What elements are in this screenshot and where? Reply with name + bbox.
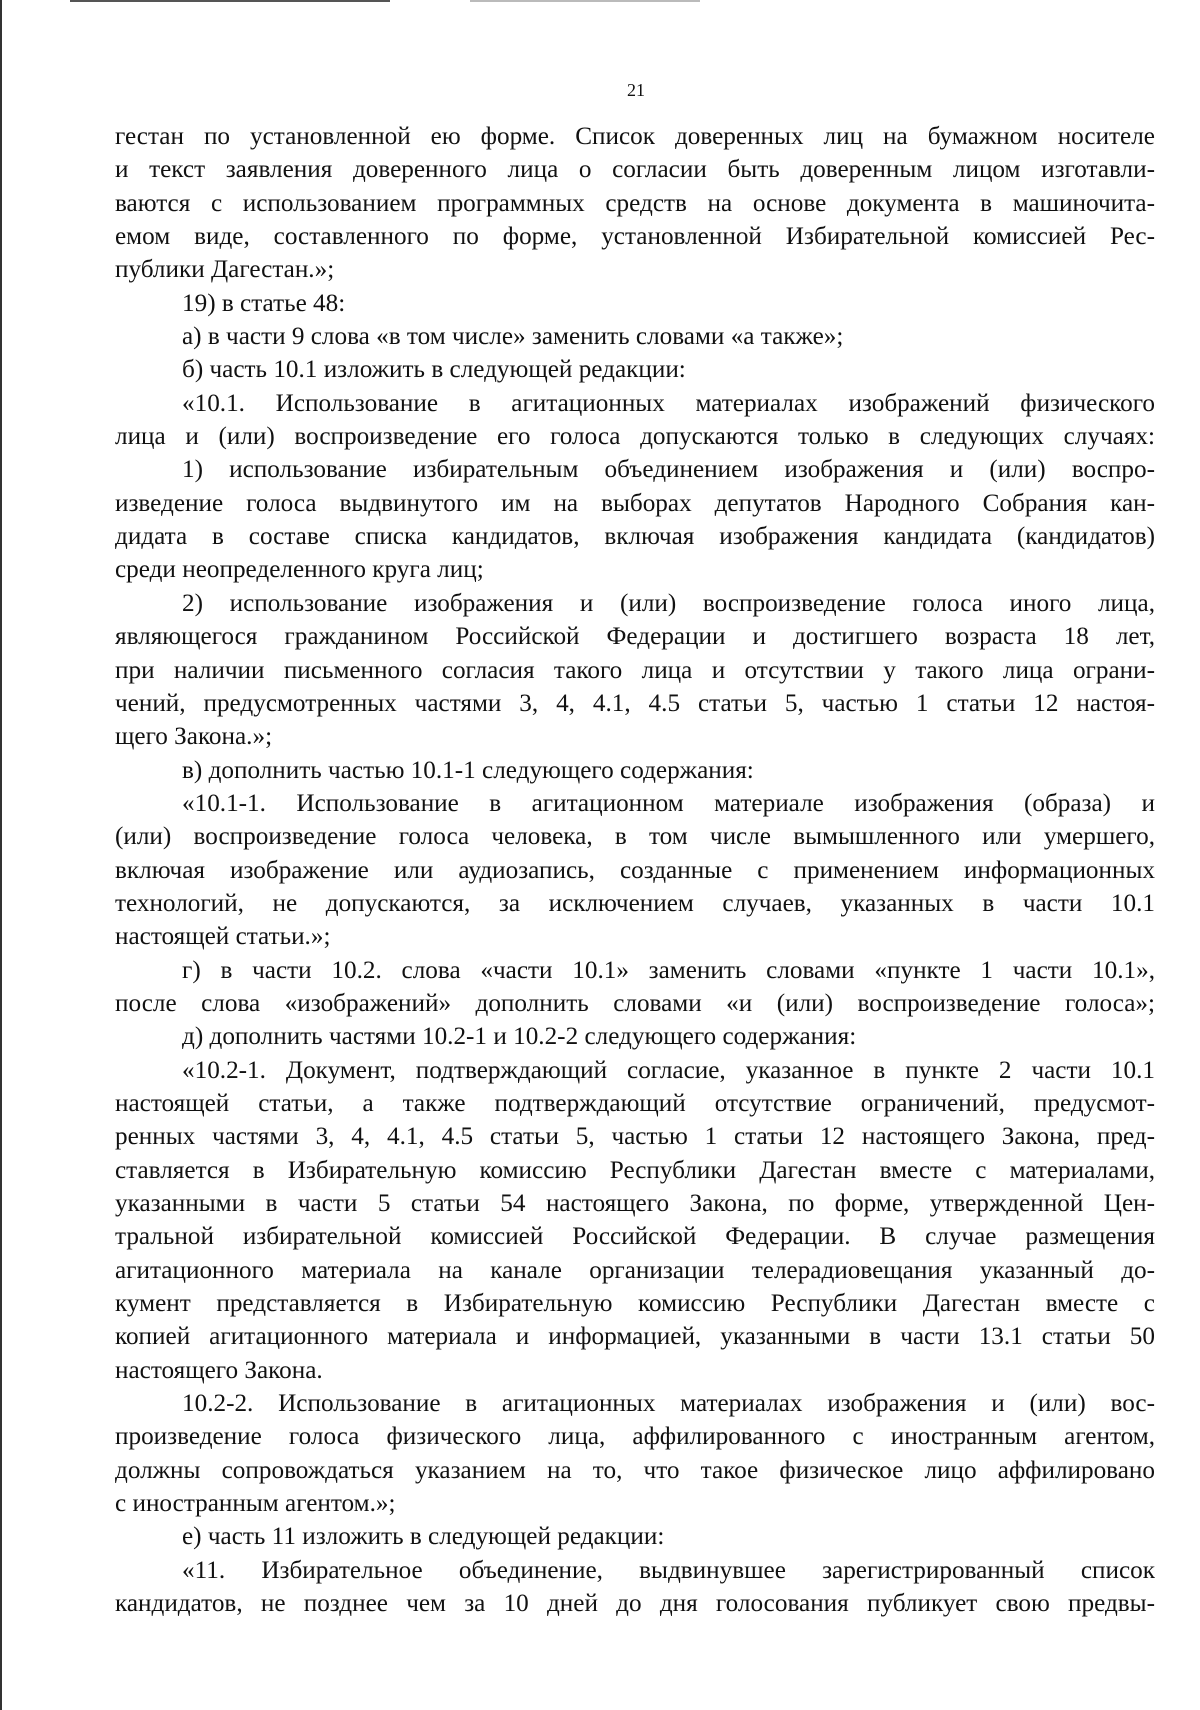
text-line: чений, предусмотренных частями 3, 4, 4.1, 4.5 статьи 5, частью 1 статьи 12 настоя-: [115, 689, 1155, 717]
text-line: после слова «изображений» дополнить словами «и (или) воспроизведение голоса»;: [115, 989, 1155, 1017]
text-line: произведение голоса физического лица, аффилированного с иностранным агентом,: [115, 1423, 1155, 1451]
text-line: кумент представляется в Избирательную комиссию Республики Дагестан вместе с: [115, 1290, 1155, 1318]
text-line: а) в части 9 слова «в том числе» заменить словами «а также»;: [182, 323, 844, 351]
text-line: указанными в части 5 статьи 54 настоящего Закона, по форме, утвержденной Цен-: [115, 1190, 1155, 1217]
text-line: изведение голоса выдвинутого им на выборах депутатов Народного Собрания кан-: [115, 489, 1155, 517]
text-line: «11. Избирательное объединение, выдвинувшее зарегистрированный список: [182, 1556, 1155, 1584]
text-line: кандидатов, не позднее чем за 10 дней до дня голосования публикует свою предвы-: [115, 1590, 1155, 1618]
text-line: копией агитационного материала и информацией, указанными в части 13.1 статьи 50: [115, 1323, 1155, 1351]
text-line: 10.2-2. Использование в агитационных материалах изображения и (или) вос-: [182, 1390, 1155, 1418]
text-line: тральной избирательной комиссией Российской Федерации. В случае размещения: [115, 1223, 1155, 1251]
page-edge: [0, 0, 2, 1710]
text-line: при наличии письменного согласия такого лица и отсутствии у такого лица ограни-: [115, 656, 1155, 684]
text-line: д) дополнить частями 10.2-1 и 10.2-2 следующего содержания:: [182, 1023, 857, 1051]
text-line: агитационного материала на канале организации телерадиовещания указанный до-: [115, 1256, 1155, 1284]
text-line: лица и (или) воспроизведение его голоса допускаются только в следующих случаях:: [115, 423, 1155, 451]
scan-artifact: [70, 0, 390, 2]
text-line: 2) использование изображения и (или) воспроизведение голоса иного лица,: [182, 589, 1155, 617]
text-line: гестан по установленной ею форме. Список доверенных лиц на бумажном носителе: [115, 123, 1155, 150]
text-line: должны сопровождаться указанием на то, что такое физическое лицо аффилировано: [115, 1456, 1155, 1484]
text-line: (или) воспроизведение голоса человека, в том числе вымышленного или умершего,: [115, 823, 1155, 851]
scan-artifact: [470, 0, 700, 2]
text-line: ваются с использованием программных средств на основе документа в машиночита-: [115, 189, 1155, 217]
page-number: 21: [627, 80, 645, 100]
text-line: ренных частями 3, 4, 4.1, 4.5 статьи 5, частью 1 статьи 12 настоящего Закона, пред-: [115, 1123, 1155, 1151]
text-line: «10.1. Использование в агитационных материалах изображений физического: [182, 389, 1155, 417]
text-line: с иностранным агентом.»;: [115, 1490, 396, 1518]
text-line: е) часть 11 изложить в следующей редакции:: [182, 1523, 665, 1551]
text-line: дидата в составе списка кандидатов, включая изображения кандидата (кандидатов): [115, 523, 1155, 551]
text-line: публики Дагестан.»;: [115, 256, 335, 284]
text-line: являющегося гражданином Российской Федерации и достигшего возраста 18 лет,: [115, 623, 1155, 651]
document-body: [115, 120, 1155, 1620]
text-line: 1) использование избирательным объединением изображения и (или) воспро-: [182, 456, 1155, 484]
text-line: настоящей статьи, а также подтверждающий отсутствие ограничений, предусмот-: [115, 1089, 1155, 1117]
text-line: щего Закона.»;: [115, 723, 273, 751]
text-line: «10.2-1. Документ, подтверждающий согласие, указанное в пункте 2 части 10.1: [182, 1056, 1155, 1084]
text-line: 19) в статье 48:: [182, 289, 346, 317]
text-line: и текст заявления доверенного лица о согласии быть доверенным лицом изготавли-: [115, 156, 1155, 184]
text-line: включая изображение или аудиозапись, созданные с применением информационных: [115, 856, 1155, 884]
text-line: технологий, не допускаются, за исключением случаев, указанных в части 10.1: [115, 889, 1155, 917]
text-line: настоящей статьи.»;: [115, 923, 331, 951]
text-line: емом виде, составленного по форме, установленной Избирательной комиссией Рес-: [115, 223, 1155, 251]
text-line: среди неопределенного круга лиц;: [115, 556, 484, 584]
text-line: г) в части 10.2. слова «части 10.1» заменить словами «пункте 1 части 10.1»,: [182, 956, 1155, 984]
text-line: «10.1-1. Использование в агитационном материале изображения (образа) и: [182, 789, 1155, 817]
text-line: ставляется в Избирательную комиссию Республики Дагестан вместе с материалами,: [115, 1156, 1155, 1184]
text-line: б) часть 10.1 изложить в следующей редакции:: [182, 356, 686, 384]
text-line: настоящего Закона.: [115, 1356, 323, 1384]
text-line: в) дополнить частью 10.1-1 следующего содержания:: [182, 756, 754, 784]
